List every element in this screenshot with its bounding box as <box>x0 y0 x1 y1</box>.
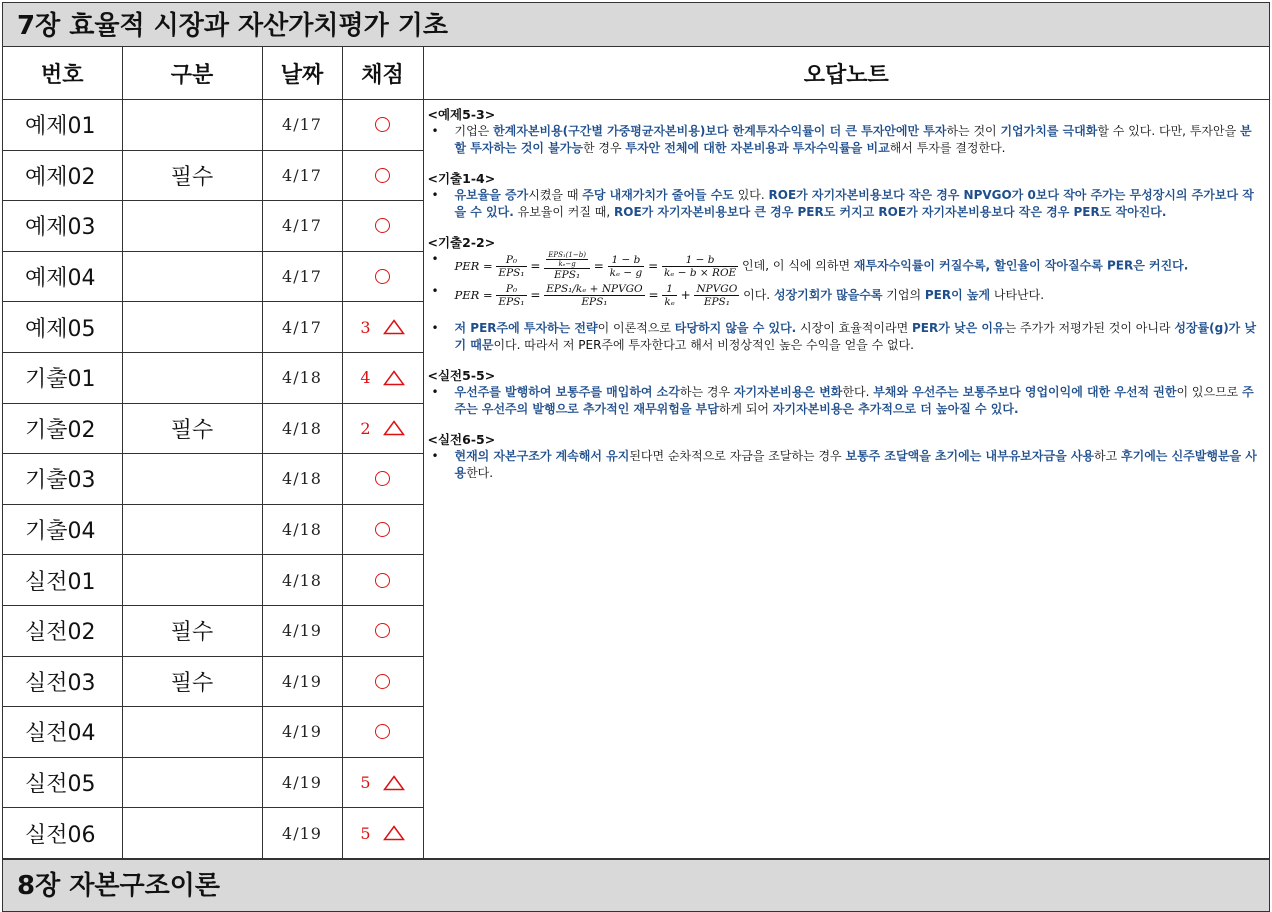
problem-number: 기출01 <box>3 352 122 403</box>
circle-icon <box>375 218 390 233</box>
problem-category <box>122 454 262 505</box>
note-bullet: • PER = $\frac{\text{P₀}}{\text{EPS₁}}$ = $\frac{\text{EPS₁/kₑ + NPVGO}}{\text{EPS₁}}$ = $\frac{1}{\text{kₑ}}$ + $\frac{\text{NPVGO}}{\text{EPS₁}}$ 이다. 성장기회가 많을수록 기업의 PER이 높게 나타난다. <box>428 283 1264 308</box>
problem-date: 4/17 <box>262 201 342 252</box>
problem-date: 4/19 <box>262 656 342 707</box>
problem-date: 4/19 <box>262 605 342 656</box>
problem-number: 실전06 <box>3 808 122 859</box>
grade-mark <box>342 504 423 555</box>
problem-number: 실전04 <box>3 707 122 758</box>
problem-number: 예제02 <box>3 150 122 201</box>
circle-icon <box>375 674 390 689</box>
note-title: <실전6-5> <box>427 432 496 447</box>
study-sheet <box>2 2 1270 912</box>
triangle-icon <box>383 420 405 436</box>
note-block <box>428 106 1264 157</box>
problem-date: 4/17 <box>262 150 342 201</box>
problem-number: 실전05 <box>3 757 122 808</box>
triangle-icon <box>383 319 405 335</box>
problem-category <box>122 504 262 555</box>
note-bullet: • 우선주를 발행하여 보통주를 매입하여 소각하는 경우 자기자본비용은 변화한다. 부채와 우선주는 보통주보다 영업이익에 대한 우선적 권한이 있으므로 주주는 우선주의 발행으로 추가적인 재무위험을 부담하게 되어 자기자본비용은 추가적으로 더 높아질 수 있다. <box>428 384 1264 418</box>
grade-mark <box>342 201 423 252</box>
grade-number: 2 <box>360 418 371 438</box>
header-category: 구분 <box>122 47 262 100</box>
problem-category <box>122 251 262 302</box>
problem-number: 기출02 <box>3 403 122 454</box>
error-notes <box>423 100 1269 859</box>
note-block <box>428 367 1264 418</box>
grade-number: 3 <box>360 317 371 337</box>
problem-date: 4/18 <box>262 403 342 454</box>
note-title: <기출2-2> <box>427 235 496 250</box>
circle-icon <box>375 168 390 183</box>
note-title: <실전5-5> <box>427 368 496 383</box>
circle-icon <box>375 573 390 588</box>
grade-mark <box>342 656 423 707</box>
problem-number: 예제04 <box>3 251 122 302</box>
note-bullet: • 유보율을 증가시켰을 때 주당 내재가치가 줄어들 수도 있다. ROE가 자기자본비용보다 작은 경우 NPVGO가 0보다 작아 주가는 무성장시의 주가보다 작을 수 있다. 유보율이 커질 때, ROE가 자기자본비용보다 큰 경우 PER도 커지고 ROE가 자기자본비용보다 작은 경우 PER도 작아진다. <box>428 187 1264 221</box>
problem-date: 4/19 <box>262 808 342 859</box>
problem-category: 필수 <box>122 605 262 656</box>
grade-mark <box>342 352 423 403</box>
note-block <box>428 431 1264 482</box>
circle-icon <box>375 471 390 486</box>
problem-category: 필수 <box>122 656 262 707</box>
circle-icon <box>375 623 390 638</box>
chapter-7-title: 7장 효율적 시장과 자산가치평가 기초 <box>3 3 1269 47</box>
header-num: 번호 <box>3 47 122 100</box>
note-bullet: • 저 PER주에 투자하는 전략이 이론적으로 타당하지 않을 수 있다. 시장이 효율적이라면 PER가 낮은 이유는 주가가 저평가된 것이 아니라 성장률(g)가 낮기 때문이다. 따라서 저 PER주에 투자한다고 해서 비정상적인 높은 수익을 얻을 수 없다. <box>428 320 1264 354</box>
problem-category: 필수 <box>122 403 262 454</box>
table-row <box>3 100 1269 151</box>
problem-number: 기출04 <box>3 504 122 555</box>
note-block <box>428 234 1264 354</box>
problem-category: 필수 <box>122 150 262 201</box>
problem-category <box>122 808 262 859</box>
grade-mark <box>342 150 423 201</box>
problem-date: 4/18 <box>262 504 342 555</box>
note-block <box>428 170 1264 221</box>
triangle-icon <box>383 825 405 841</box>
problem-date: 4/18 <box>262 454 342 505</box>
review-table <box>3 47 1269 859</box>
header-date: 날짜 <box>262 47 342 100</box>
triangle-icon <box>383 370 405 386</box>
circle-icon <box>375 522 390 537</box>
chapter-8-title: 8장 자본구조이론 <box>3 859 1269 911</box>
grade-number: 5 <box>360 773 371 793</box>
grade-mark <box>342 605 423 656</box>
grade-number: 4 <box>360 368 371 388</box>
problem-date: 4/18 <box>262 352 342 403</box>
grade-mark <box>342 808 423 859</box>
header-row <box>3 47 1269 100</box>
per-formula-1: PER = $\frac{\text{P₀}}{\text{EPS₁}}$ = $\frac{\frac{\text{EPS₁(1−b)}}{\text{kₑ−g}}}{\text{EPS₁}}$ = $\frac{1 - b}{\text{kₑ − g}}$ = $\frac{1 - b}{\text{kₑ − b × ROE}}$ <box>454 251 737 281</box>
grade-mark <box>342 707 423 758</box>
circle-icon <box>375 724 390 739</box>
header-notes: 오답노트 <box>423 47 1269 100</box>
note-title: <기출1-4> <box>427 171 496 186</box>
grade-mark <box>342 403 423 454</box>
problem-category <box>122 555 262 606</box>
grade-mark <box>342 251 423 302</box>
problem-date: 4/18 <box>262 555 342 606</box>
grade-number: 5 <box>360 823 371 843</box>
circle-icon <box>375 269 390 284</box>
circle-icon <box>375 117 390 132</box>
note-bullet: • PER = $\frac{\text{P₀}}{\text{EPS₁}}$ = $\frac{\frac{\text{EPS₁(1−b)}}{\text{kₑ−g}}}{\text{EPS₁}}$ = $\frac{1 - b}{\text{kₑ − g}}$ = $\frac{1 - b}{\text{kₑ − b × ROE}}$ 인데, 이 식에 의하면 재투자수익률이 커질수록, 할인율이 작아질수록 PER은 커진다. <box>428 251 1264 281</box>
problem-number: 실전02 <box>3 605 122 656</box>
problem-number: 예제03 <box>3 201 122 252</box>
problem-number: 실전03 <box>3 656 122 707</box>
grade-mark <box>342 555 423 606</box>
problem-category <box>122 201 262 252</box>
problem-date: 4/17 <box>262 251 342 302</box>
problem-number: 예제01 <box>3 100 122 151</box>
problem-category <box>122 100 262 151</box>
problem-category <box>122 302 262 353</box>
problem-number: 예제05 <box>3 302 122 353</box>
header-grade: 채점 <box>342 47 423 100</box>
note-bullet: • 현재의 자본구조가 계속해서 유지된다면 순차적으로 자금을 조달하는 경우 보통주 조달액을 초기에는 내부유보자금을 사용하고 후기에는 신주발행분을 사용한다. <box>428 448 1264 482</box>
problem-number: 기출03 <box>3 454 122 505</box>
triangle-icon <box>383 775 405 791</box>
grade-mark <box>342 302 423 353</box>
problem-date: 4/19 <box>262 757 342 808</box>
note-bullet: • 기업은 한계자본비용(구간별 가중평균자본비용)보다 한계투자수익률이 더 큰 투자안에만 투자하는 것이 기업가치를 극대화할 수 있다. 다만, 투자안을 분할 투자하는 것이 불가능한 경우 투자안 전체에 대한 자본비용과 투자수익률을 비교해서 투자를 결정한다. <box>428 123 1264 157</box>
problem-date: 4/19 <box>262 707 342 758</box>
problem-category <box>122 352 262 403</box>
problem-number: 실전01 <box>3 555 122 606</box>
problem-category <box>122 707 262 758</box>
grade-mark <box>342 100 423 151</box>
problem-category <box>122 757 262 808</box>
note-title: <예제5-3> <box>427 107 496 122</box>
problem-date: 4/17 <box>262 302 342 353</box>
problem-date: 4/17 <box>262 100 342 151</box>
grade-mark <box>342 757 423 808</box>
grade-mark <box>342 454 423 505</box>
